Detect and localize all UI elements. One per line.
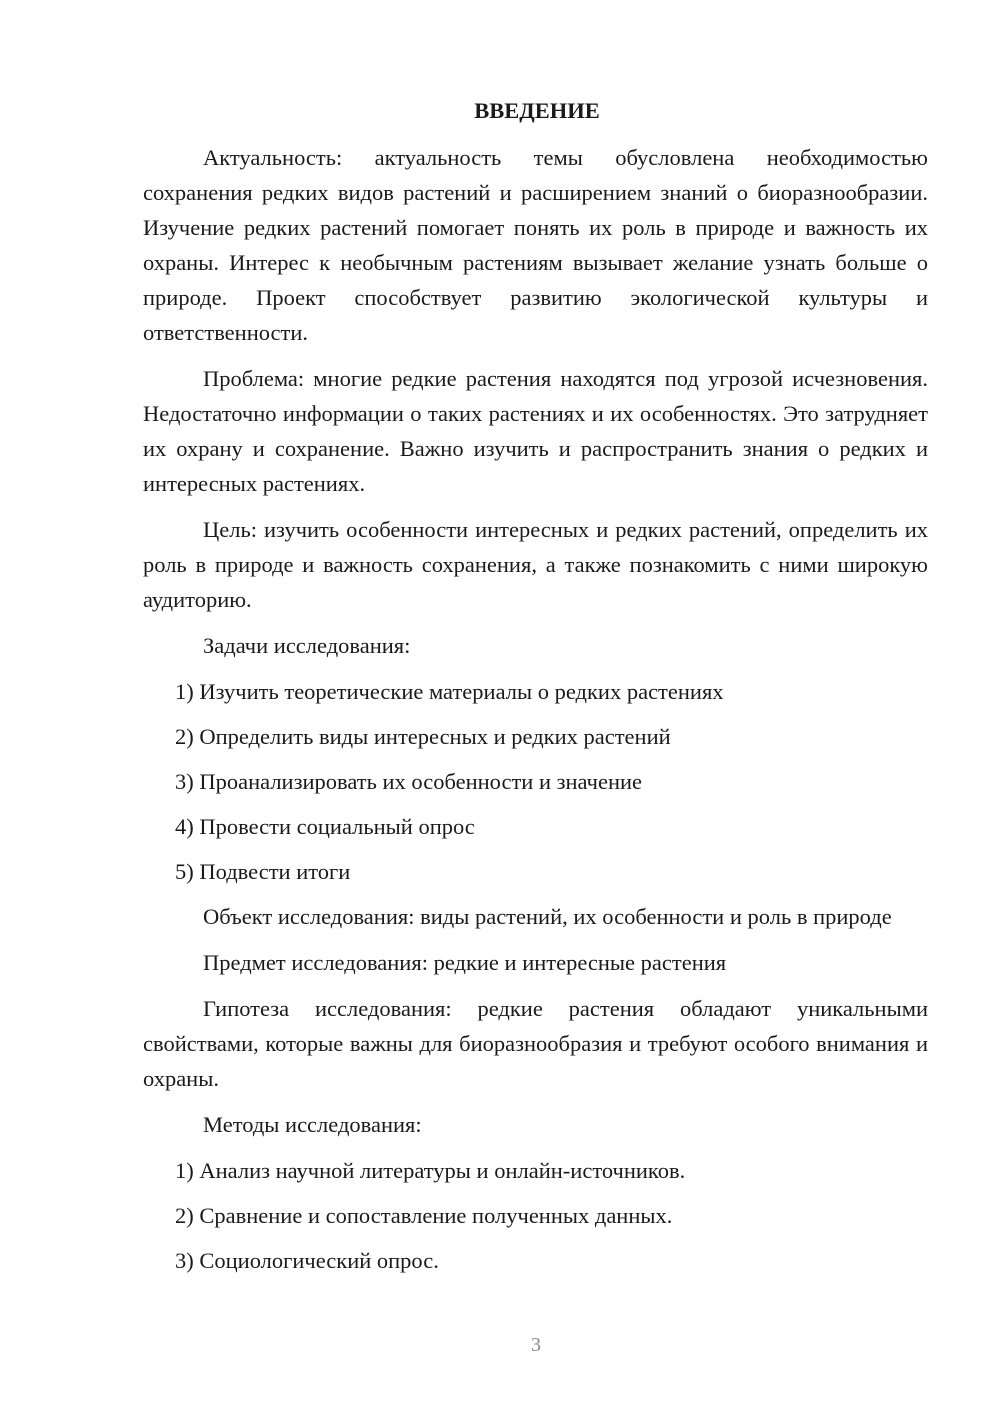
document-body xyxy=(143,96,928,1288)
method-item: 1) Анализ научной литературы и онлайн-источников. xyxy=(175,1158,686,1183)
page-title: ВВЕДЕНИЕ xyxy=(474,98,600,123)
object-paragraph: Объект исследования: виды растений, их особенности и роль в природе xyxy=(203,904,892,929)
goal-paragraph: Цель: изучить особенности интересных и редких растений, определить их роль в природе и важность сохранения, а также познакомить с ними широкую аудиторию. xyxy=(143,517,928,612)
hypothesis-paragraph: Гипотеза исследования: редкие растения обладают уникальными свойствами, которые важны для биоразнообразия и требуют особого внимания и охраны. xyxy=(143,996,928,1091)
page-number: 3 xyxy=(531,1334,541,1356)
tasks-list xyxy=(143,674,928,889)
task-item: 1) Изучить теоретические материалы о редких растениях xyxy=(175,679,724,704)
methods-list xyxy=(143,1153,928,1278)
method-item: 3) Социологический опрос. xyxy=(175,1248,439,1273)
method-item: 2) Сравнение и сопоставление полученных данных. xyxy=(175,1203,673,1228)
task-item: 4) Провести социальный опрос xyxy=(175,814,475,839)
problem-paragraph: Проблема: многие редкие растения находятся под угрозой исчезновения. Недостаточно информации о таких растениях и их особенностях. Это затрудняет их охрану и сохранение. Важно изучить и распространить знания о редких и интересных растениях. xyxy=(143,366,928,496)
task-item: 2) Определить виды интересных и редких растений xyxy=(175,724,671,749)
task-item: 5) Подвести итоги xyxy=(175,859,351,884)
tasks-heading: Задачи исследования: xyxy=(203,633,411,658)
relevance-paragraph: Актуальность: актуальность темы обусловлена необходимостью сохранения редких видов растений и расширением знаний о биоразнообразии. Изучение редких растений помогает понять их роль в природе и важность их охраны. Интерес к необычным растениям вызывает желание узнать больше о природе. Проект способствует развитию экологической культуры и ответственности. xyxy=(143,145,928,345)
task-item: 3) Проанализировать их особенности и значение xyxy=(175,769,643,794)
methods-heading: Методы исследования: xyxy=(203,1112,422,1137)
subject-paragraph: Предмет исследования: редкие и интересные растения xyxy=(203,950,727,975)
